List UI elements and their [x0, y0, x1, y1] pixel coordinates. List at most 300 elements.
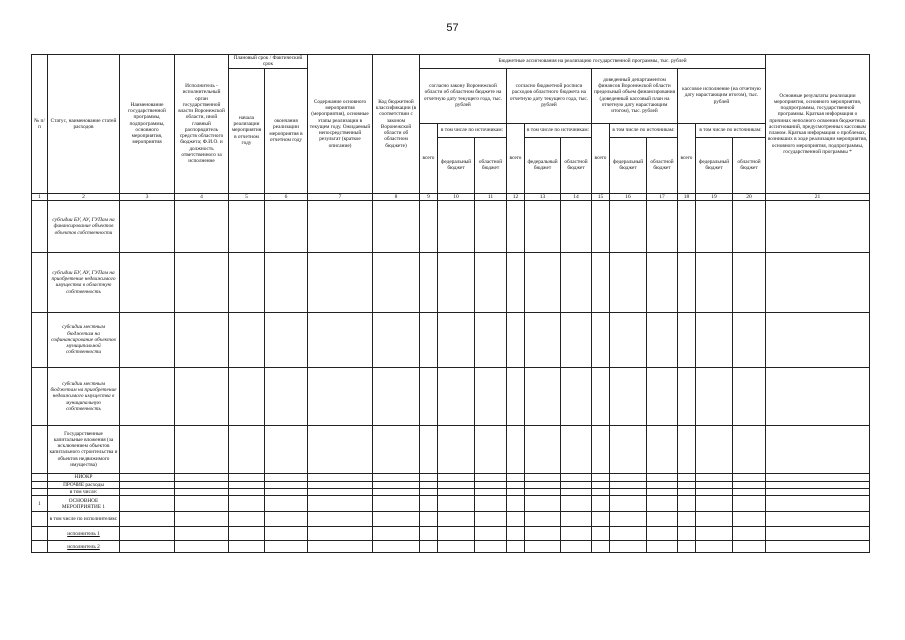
table-cell: [420, 481, 438, 488]
table-cell: [120, 200, 175, 252]
table-cell: [678, 541, 696, 553]
table-cell: [265, 512, 308, 527]
data-rows: [32, 200, 870, 553]
table-cell: [525, 496, 561, 512]
header-federal-limits: федеральный бюджет: [610, 137, 647, 193]
table-cell: [561, 481, 592, 488]
table-cell: [420, 367, 438, 425]
header-kbk: Код бюджетной классификации (в соответствии с законом Воронежской области об областном бюджете): [373, 55, 420, 194]
table-cell: [525, 527, 561, 541]
table-cell: [229, 527, 265, 541]
table-cell: [420, 312, 438, 367]
header-content: Содержание основного мероприятия (мероприятия), основные этапы реализации в текущем году. Ожидаемый непосредственный результат (краткое описание): [308, 55, 373, 194]
table-cell: [507, 312, 525, 367]
table-cell: [678, 367, 696, 425]
table-cell: [308, 541, 373, 553]
table-cell: [766, 541, 870, 553]
column-number: 11: [475, 193, 507, 200]
table-cell: [592, 496, 610, 512]
row-number: [32, 489, 48, 496]
table-cell: [507, 200, 525, 252]
table-cell: [438, 312, 475, 367]
table-row: [32, 541, 870, 553]
table-cell: [561, 473, 592, 481]
table-cell: [507, 489, 525, 496]
table-cell: [610, 312, 647, 367]
column-number: 13: [525, 193, 561, 200]
table-cell: [766, 512, 870, 527]
table-cell: [647, 512, 678, 527]
table-cell: [438, 527, 475, 541]
table-cell: [678, 473, 696, 481]
table-row: [32, 200, 870, 252]
row-number: [32, 200, 48, 252]
table-cell: [175, 496, 229, 512]
table-cell: [678, 496, 696, 512]
table-row: [32, 473, 870, 481]
table-cell: [647, 496, 678, 512]
table-cell: [610, 541, 647, 553]
header-limits: доведенный департаментом финансов Воронежской области предельный объем финансирования (доведенный кассовый план на отчетную дату нарастающим итогом), тыс. рублей: [592, 68, 678, 123]
row-number: [32, 527, 48, 541]
table-cell: [229, 489, 265, 496]
table-cell: [766, 367, 870, 425]
table-cell: [475, 489, 507, 496]
column-number: 6: [265, 193, 308, 200]
row-number: [32, 473, 48, 481]
row-label: ПРОЧИЕ расходы: [48, 481, 120, 488]
table-cell: [308, 527, 373, 541]
table-cell: [475, 527, 507, 541]
table-cell: [678, 312, 696, 367]
table-cell: [766, 252, 870, 312]
table-cell: [229, 425, 265, 473]
header-law: согласно закону Воронежской области об областном бюджете на отчетную дату текущего года, тыс. рублей: [420, 68, 507, 123]
table-row: [32, 512, 870, 527]
table-cell: [420, 489, 438, 496]
table-cell: [308, 481, 373, 488]
table-cell: [610, 252, 647, 312]
table-cell: [733, 252, 766, 312]
table-cell: [265, 481, 308, 488]
table-cell: [373, 252, 420, 312]
table-cell: [733, 541, 766, 553]
column-number: 8: [373, 193, 420, 200]
table-cell: [733, 481, 766, 488]
table-cell: [561, 527, 592, 541]
table-cell: [678, 252, 696, 312]
table-cell: [120, 496, 175, 512]
row-label: исполнитель 2: [48, 541, 120, 553]
header-term-end: окончания реализации мероприятия в отчетном году: [265, 68, 308, 193]
table-cell: [265, 541, 308, 553]
table-cell: [265, 200, 308, 252]
table-cell: [561, 496, 592, 512]
table-cell: [647, 367, 678, 425]
column-number: 18: [678, 193, 696, 200]
row-number: [32, 425, 48, 473]
column-number-row: [32, 193, 870, 200]
table-cell: [610, 496, 647, 512]
table-cell: [507, 367, 525, 425]
table-cell: [733, 425, 766, 473]
page-number: 57: [446, 22, 459, 34]
table-cell: [525, 367, 561, 425]
table-cell: [120, 489, 175, 496]
table-cell: [373, 512, 420, 527]
column-number: 1: [32, 193, 48, 200]
table-cell: [229, 367, 265, 425]
table-cell: [308, 512, 373, 527]
table-cell: [696, 367, 733, 425]
table-cell: [175, 481, 229, 488]
row-label: субсидии БУ, АУ, ГУПам на приобретение недвижимого имущества в областную собственность: [48, 252, 120, 312]
column-number: 5: [229, 193, 265, 200]
table-cell: [175, 425, 229, 473]
row-number: [32, 367, 48, 425]
table-cell: [475, 312, 507, 367]
budget-execution-table: [31, 54, 870, 553]
column-number: 21: [766, 193, 870, 200]
table-cell: [766, 489, 870, 496]
table-cell: [733, 489, 766, 496]
table-cell: [308, 496, 373, 512]
column-number: 9: [420, 193, 438, 200]
table-cell: [766, 527, 870, 541]
table-cell: [696, 473, 733, 481]
row-label: в том числе:: [48, 489, 120, 496]
table-cell: [507, 527, 525, 541]
header-regional-list: областной бюджет: [561, 137, 592, 193]
column-number: 15: [592, 193, 610, 200]
row-label: субсидии местным бюджетам на софинансирование объектов муниципальной собственности: [48, 312, 120, 367]
table-cell: [175, 200, 229, 252]
table-cell: [265, 527, 308, 541]
table-cell: [507, 512, 525, 527]
table-cell: [438, 489, 475, 496]
table-cell: [592, 425, 610, 473]
table-cell: [507, 473, 525, 481]
table-cell: [610, 200, 647, 252]
table-cell: [525, 541, 561, 553]
header-total-limits: всего: [592, 123, 610, 193]
table-cell: [766, 425, 870, 473]
column-number: 3: [120, 193, 175, 200]
row-number: 1: [32, 496, 48, 512]
table-cell: [308, 312, 373, 367]
header-total-law: всего: [420, 123, 438, 193]
header-regional-law: областной бюджет: [475, 137, 507, 193]
table-cell: [561, 312, 592, 367]
table-cell: [229, 200, 265, 252]
table-cell: [525, 481, 561, 488]
table-row: [32, 367, 870, 425]
table-cell: [265, 473, 308, 481]
table-cell: [678, 527, 696, 541]
header-program: Наименование государственной программы, подпрограммы, основного мероприятия, мероприятия: [120, 55, 175, 194]
column-number: 20: [733, 193, 766, 200]
header-executor: Исполнитель - исполнительный орган государственной власти Воронежской области, иной главный распорядитель средств областного бюджета; Ф.И.О. и должность ответственного за исполнение: [175, 55, 229, 194]
table-cell: [475, 367, 507, 425]
header-incl-limits: в том числе по источникам:: [610, 123, 678, 137]
table-cell: [678, 512, 696, 527]
table-cell: [592, 367, 610, 425]
table-cell: [561, 200, 592, 252]
row-label: НИОКР: [48, 473, 120, 481]
table-cell: [696, 252, 733, 312]
table-cell: [475, 473, 507, 481]
table-cell: [373, 541, 420, 553]
column-number: 17: [647, 193, 678, 200]
header-list: согласно бюджетной росписи расходов областного бюджета на отчетную дату текущего года, тыс. рублей: [507, 68, 592, 123]
table-cell: [420, 512, 438, 527]
table-cell: [592, 312, 610, 367]
table-cell: [525, 252, 561, 312]
table-cell: [592, 200, 610, 252]
table-cell: [647, 541, 678, 553]
table-cell: [647, 252, 678, 312]
table-cell: [420, 252, 438, 312]
table-cell: [120, 541, 175, 553]
table-cell: [561, 489, 592, 496]
table-cell: [766, 481, 870, 488]
table-cell: [525, 200, 561, 252]
table-cell: [610, 527, 647, 541]
header-cash: кассовое исполнение (на отчетную дату нарастающим итогом), тыс. рублей: [678, 68, 766, 123]
row-label: субсидии БУ, АУ, ГУПам на финансирование объектов объектов собственности: [48, 200, 120, 252]
table-cell: [561, 425, 592, 473]
table-cell: [438, 473, 475, 481]
table-cell: [438, 496, 475, 512]
table-cell: [420, 527, 438, 541]
row-number: [32, 252, 48, 312]
table-row: [32, 312, 870, 367]
table-cell: [175, 541, 229, 553]
table-cell: [647, 481, 678, 488]
table-cell: [265, 425, 308, 473]
table-cell: [610, 473, 647, 481]
table-cell: [561, 541, 592, 553]
table-cell: [229, 512, 265, 527]
table-cell: [373, 489, 420, 496]
table-cell: [561, 512, 592, 527]
row-number: [32, 541, 48, 553]
header-regional-cash: областной бюджет: [733, 137, 766, 193]
table-cell: [175, 527, 229, 541]
header-incl-list: в том числе по источникам:: [525, 123, 592, 137]
table-cell: [175, 312, 229, 367]
table-cell: [678, 425, 696, 473]
table-cell: [120, 473, 175, 481]
table-cell: [733, 200, 766, 252]
table-cell: [120, 481, 175, 488]
table-cell: [647, 312, 678, 367]
table-cell: [475, 512, 507, 527]
table-cell: [420, 496, 438, 512]
table-cell: [696, 425, 733, 473]
table-cell: [438, 541, 475, 553]
table-row: [32, 527, 870, 541]
table-cell: [420, 473, 438, 481]
table-cell: [733, 512, 766, 527]
table-cell: [507, 496, 525, 512]
table-cell: [175, 473, 229, 481]
row-label: исполнитель 1: [48, 527, 120, 541]
table-cell: [373, 367, 420, 425]
table-cell: [733, 496, 766, 512]
table-cell: [507, 481, 525, 488]
table-cell: [373, 527, 420, 541]
table-cell: [438, 200, 475, 252]
row-label: субсидии местным бюджетам на приобретение недвижимого имущества в муниципальную собственность: [48, 367, 120, 425]
column-number: 7: [308, 193, 373, 200]
table-cell: [420, 200, 438, 252]
table-cell: [696, 512, 733, 527]
table-row: [32, 496, 870, 512]
table-cell: [610, 489, 647, 496]
table-cell: [592, 541, 610, 553]
table-cell: [438, 512, 475, 527]
table-cell: [766, 312, 870, 367]
table-cell: [647, 200, 678, 252]
table-cell: [308, 473, 373, 481]
table-cell: [308, 367, 373, 425]
table-cell: [120, 312, 175, 367]
header-regional-limits: областной бюджет: [647, 137, 678, 193]
table-cell: [265, 496, 308, 512]
table-cell: [696, 312, 733, 367]
table-cell: [592, 252, 610, 312]
table-cell: [696, 527, 733, 541]
column-number: 4: [175, 193, 229, 200]
row-number: [32, 481, 48, 488]
table-cell: [420, 425, 438, 473]
table-cell: [438, 252, 475, 312]
table-cell: [120, 512, 175, 527]
row-label: ОСНОВНОЕ МЕРОПРИЯТИЕ 1: [48, 496, 120, 512]
table-cell: [308, 200, 373, 252]
header-total-list: всего: [507, 123, 525, 193]
table-cell: [475, 200, 507, 252]
table-cell: [766, 473, 870, 481]
table-cell: [175, 489, 229, 496]
table-cell: [525, 425, 561, 473]
table-cell: [525, 489, 561, 496]
table-cell: [475, 481, 507, 488]
table-cell: [610, 367, 647, 425]
table-cell: [696, 496, 733, 512]
table-cell: [175, 512, 229, 527]
table-cell: [373, 312, 420, 367]
table-cell: [592, 489, 610, 496]
column-number: 19: [696, 193, 733, 200]
table-cell: [696, 541, 733, 553]
table-cell: [766, 200, 870, 252]
table-cell: [265, 367, 308, 425]
table-cell: [308, 425, 373, 473]
table-cell: [438, 481, 475, 488]
table-cell: [120, 425, 175, 473]
header-federal-list: федеральный бюджет: [525, 137, 561, 193]
table-cell: [373, 481, 420, 488]
table-cell: [308, 489, 373, 496]
row-label: в том числе по исполнителям:: [48, 512, 120, 527]
header-incl-law: в том числе по источникам:: [438, 123, 507, 137]
table-cell: [265, 312, 308, 367]
table-cell: [525, 312, 561, 367]
table-cell: [733, 367, 766, 425]
header-status: Статус, наименование статей расходов: [48, 55, 120, 194]
header-term-group: Плановый срок / Фактический срок: [229, 55, 308, 69]
table-cell: [373, 425, 420, 473]
header-term-start: начала реализации мероприятия в отчетном году: [229, 68, 265, 193]
column-number: 10: [438, 193, 475, 200]
header-incl-cash: в том числе по источникам:: [696, 123, 766, 137]
table-cell: [525, 512, 561, 527]
header-results: Основные результаты реализации мероприятия, основного мероприятия, подпрограммы, государственной программы. Краткая информация о причинах неполного освоения бюджетных ассигнований, предусмотренных кассовым планом. Краткая информация о проблемах, возникших в ходе реализации мероприятия, основного мероприятия, подпрограммы, государственной программы *: [766, 55, 870, 194]
table-cell: [610, 481, 647, 488]
table-cell: [438, 425, 475, 473]
table-cell: [507, 425, 525, 473]
table-cell: [647, 527, 678, 541]
table-cell: [592, 512, 610, 527]
table-cell: [561, 367, 592, 425]
table-cell: [265, 252, 308, 312]
table-cell: [373, 496, 420, 512]
table-cell: [120, 367, 175, 425]
table-cell: [507, 252, 525, 312]
table-row: [32, 425, 870, 473]
table-cell: [678, 200, 696, 252]
table-cell: [120, 527, 175, 541]
table-cell: [229, 252, 265, 312]
table-cell: [120, 252, 175, 312]
table-row: [32, 481, 870, 488]
table-cell: [733, 473, 766, 481]
table-cell: [475, 541, 507, 553]
table-cell: [733, 312, 766, 367]
table-cell: [229, 481, 265, 488]
table-cell: [610, 512, 647, 527]
table-cell: [647, 425, 678, 473]
table-cell: [647, 473, 678, 481]
table-cell: [592, 473, 610, 481]
table-cell: [592, 481, 610, 488]
header-budget-group: Бюджетные ассигнования на реализацию государственной программы, тыс. рублей: [420, 55, 766, 69]
table-cell: [507, 541, 525, 553]
table-cell: [766, 496, 870, 512]
table-cell: [696, 489, 733, 496]
row-label: Государственные капитальные вложения (за исключением объектов капитального строительства и объектов недвижимого имущества): [48, 425, 120, 473]
table-cell: [265, 489, 308, 496]
header-no: № п/п: [32, 55, 48, 194]
column-number: 16: [610, 193, 647, 200]
table-cell: [678, 481, 696, 488]
column-number: 12: [507, 193, 525, 200]
table-cell: [610, 425, 647, 473]
table-cell: [438, 367, 475, 425]
table-cell: [592, 527, 610, 541]
table-cell: [373, 200, 420, 252]
table-cell: [647, 489, 678, 496]
table-cell: [475, 252, 507, 312]
table-cell: [420, 541, 438, 553]
table-cell: [175, 252, 229, 312]
table-cell: [561, 252, 592, 312]
header-federal-cash: федеральный бюджет: [696, 137, 733, 193]
table-cell: [175, 367, 229, 425]
column-number: 14: [561, 193, 592, 200]
